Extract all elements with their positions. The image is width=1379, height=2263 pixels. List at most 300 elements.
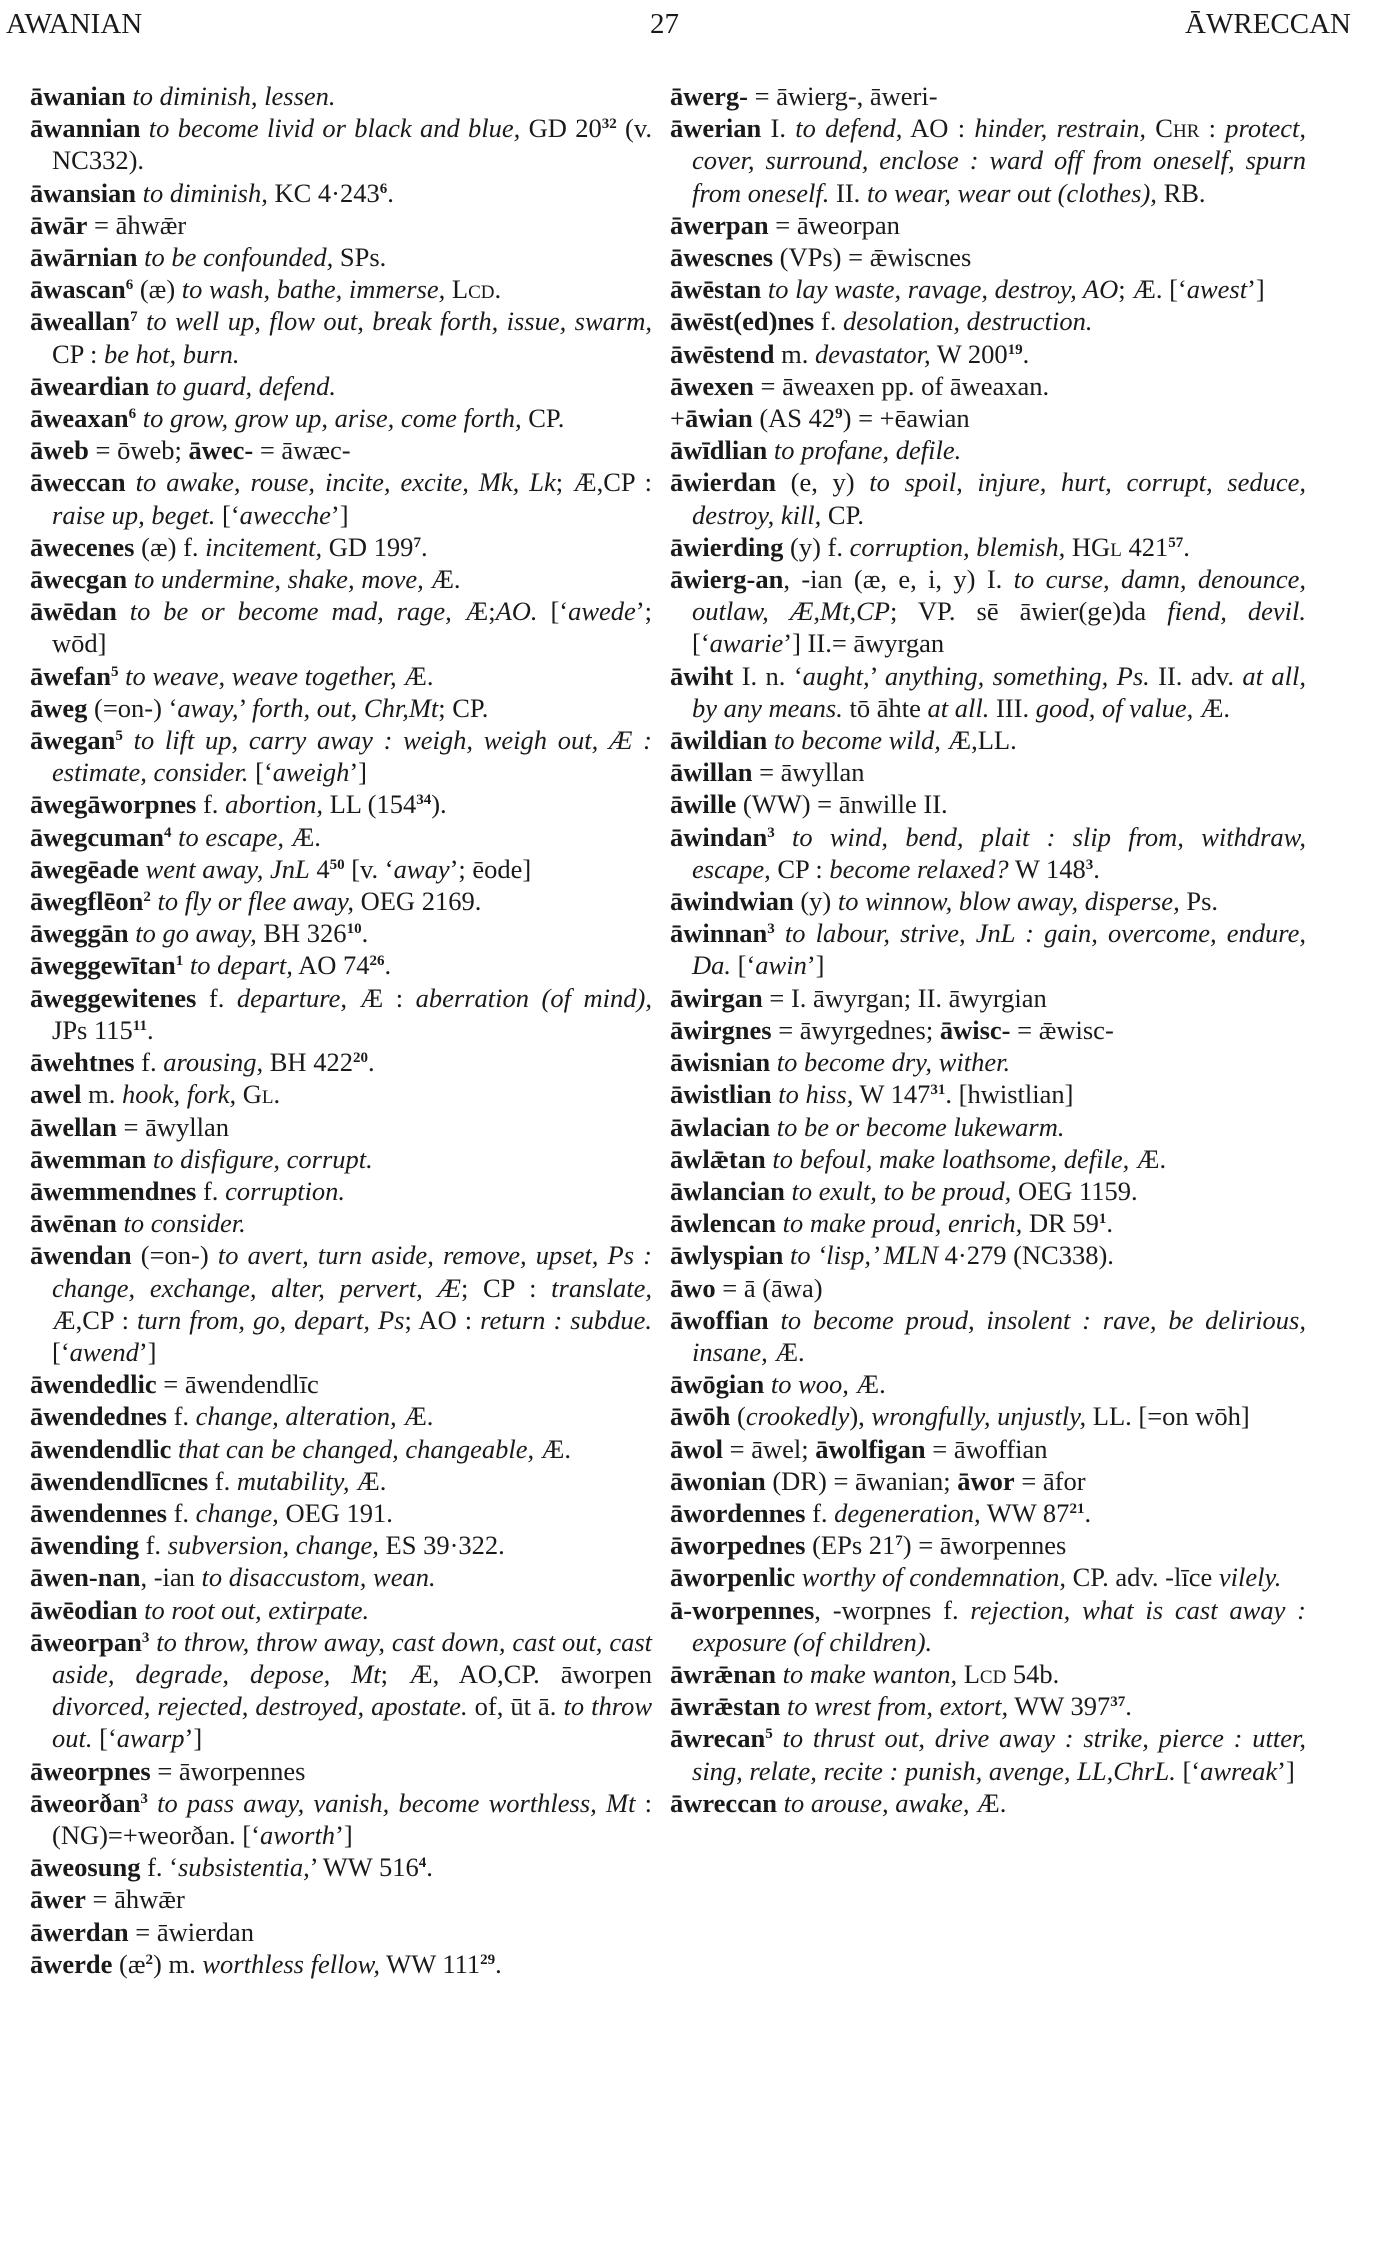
entry-text: JPs 115 — [52, 1014, 133, 1045]
definition-text: to depart, — [189, 950, 293, 981]
superscript: 4 — [418, 1855, 427, 1872]
dictionary-entry — [670, 1529, 1306, 1561]
headword: āwerdan — [30, 1916, 129, 1947]
dictionary-entry — [670, 531, 1306, 563]
dictionary-entry — [670, 1368, 1306, 1400]
definition-text: to go away, — [135, 918, 257, 949]
definition-text: return : subdue. — [480, 1304, 652, 1335]
definition-text: to pass away, vanish, become worthless, Mt — [157, 1787, 636, 1818]
definition-text: to become dry, wither. — [776, 1047, 1011, 1078]
entry-text — [126, 467, 136, 497]
entry-text: Æ. — [284, 821, 321, 852]
headword: āwecgan — [30, 564, 128, 595]
entry-text: f. — [196, 1175, 226, 1206]
entry-text: [‘ — [215, 499, 240, 530]
superscript: 10 — [346, 921, 362, 938]
superscript: 19 — [1007, 341, 1023, 358]
entry-text: ). — [431, 789, 447, 820]
entry-text: . — [495, 1948, 502, 1979]
definition-text: away, — [177, 692, 239, 723]
entry-text: = āweorpan — [768, 209, 900, 240]
headword: āweggewītan — [30, 950, 176, 981]
superscript: 5 — [765, 1726, 773, 1743]
dictionary-entry — [30, 1143, 652, 1175]
dictionary-entry — [30, 1755, 652, 1787]
definition-text: corruption, blemish, — [849, 531, 1066, 562]
entry-text: f. — [166, 1497, 196, 1528]
definition-text: to be or become mad, rage, — [129, 596, 452, 627]
definition-text: translate, — [551, 1272, 652, 1303]
entry-text: (AS 42 — [752, 403, 836, 434]
entry-text: = āwyllan — [116, 1111, 229, 1142]
entry-text — [146, 1144, 153, 1174]
dictionary-entry — [30, 917, 652, 949]
entry-text: W 148 — [1008, 853, 1086, 884]
dictionary-entry — [670, 402, 1306, 434]
entry-text: GD 199 — [322, 531, 414, 562]
dictionary-entry — [30, 1594, 652, 1626]
entry-text: (y) — [793, 886, 838, 917]
dictionary-entry — [30, 821, 652, 853]
entry-text — [776, 1208, 783, 1238]
entry-text: ’; wōd] — [52, 596, 652, 659]
entry-text: [‘ — [248, 757, 273, 788]
entry-text: ) m. — [153, 1948, 203, 1979]
definition-text: to disfigure, corrupt. — [152, 1143, 373, 1174]
entry-text: ( — [730, 1401, 746, 1432]
entry-text: L — [445, 274, 469, 305]
entry-text: GD 20 — [520, 113, 602, 144]
headword: āwerde — [30, 1948, 113, 1979]
dictionary-entry — [670, 1497, 1306, 1529]
headword: āwendan — [30, 1240, 132, 1271]
dictionary-entry — [30, 1465, 652, 1497]
definition-text: to awake, rouse, incite, excite, Mk, Lk — [135, 467, 556, 498]
entry-text — [775, 918, 785, 948]
entry-text: ; AO : — [404, 1304, 481, 1335]
entry-text: CP. adv. -līce — [1066, 1562, 1219, 1593]
definition-text: to make wanton, — [782, 1658, 958, 1689]
superscript: 9 — [835, 406, 843, 423]
entry-text: = āwierdan — [128, 1916, 254, 1947]
entry-text: = āwel; — [723, 1433, 816, 1464]
entry-text: . — [1084, 1497, 1092, 1528]
definition-text: aweigh — [272, 757, 350, 788]
headword: āwindwian — [670, 886, 794, 917]
entry-text: (=on-) — [131, 1240, 218, 1271]
entry-text: : — [1199, 113, 1226, 144]
headword: āwistlian — [670, 1079, 772, 1110]
dictionary-entry — [670, 885, 1306, 917]
superscript: 6 — [125, 277, 134, 294]
superscript: 3 — [140, 1790, 148, 1807]
dictionary-entry — [670, 1722, 1306, 1786]
dictionary-entry — [30, 177, 652, 209]
definition-text: change, — [195, 1497, 279, 1528]
dictionary-entry — [670, 1561, 1306, 1593]
definition-text: to diminish, — [142, 177, 268, 208]
entry-text — [136, 178, 143, 208]
dictionary-entry — [30, 273, 652, 305]
entry-text: = āwyrgednes; — [771, 1014, 940, 1045]
headword: āwendedlic — [30, 1369, 157, 1400]
headword: āweccan — [30, 467, 126, 498]
entry-text: Æ. — [349, 1465, 387, 1496]
superscript: 34 — [416, 792, 432, 809]
source-abbreviation: cd — [979, 1658, 1007, 1689]
dictionary-entry — [30, 595, 652, 659]
definition-text: to spoil, injure, hurt, corrupt, seduce, destroy, kill, — [692, 467, 1306, 530]
dictionary-entry — [30, 1787, 652, 1851]
entry-text: . — [494, 274, 502, 305]
headword: āweggewitenes — [30, 982, 197, 1013]
headword: āwirgan — [670, 982, 763, 1013]
headword: āweggān — [30, 918, 129, 949]
entry-text: ’] — [806, 950, 825, 981]
entry-text: II. — [829, 177, 867, 208]
headword: āwlacian — [670, 1111, 771, 1142]
headword: āworpednes — [670, 1530, 806, 1561]
dictionary-entry — [30, 1078, 652, 1110]
definition-text: to weave, weave together, — [125, 660, 397, 691]
definition-text: mutability, — [236, 1465, 350, 1496]
superscript: 5 — [110, 663, 119, 680]
entry-text — [795, 1562, 802, 1592]
headword: āwōh — [670, 1401, 731, 1432]
entry-text: ’; ēode] — [449, 853, 532, 884]
headword: āwēstan — [670, 274, 762, 305]
headword: āwoffian — [670, 1304, 769, 1335]
definition-text: turn from, go, depart, Ps — [137, 1304, 405, 1335]
definition-text: to consider. — [123, 1208, 246, 1239]
headword: āwen-nan — [30, 1562, 141, 1593]
entry-text: of, ūt ā. — [467, 1691, 564, 1722]
dictionary-entry — [670, 821, 1306, 885]
entry-text: HG — [1065, 531, 1111, 562]
dictionary-entry — [30, 241, 652, 273]
entry-text — [139, 854, 146, 884]
definition-text: subsistentia, — [177, 1852, 310, 1883]
dictionary-entry — [670, 1304, 1306, 1368]
headword: āwlǣtan — [670, 1143, 766, 1174]
dictionary-entry — [30, 1207, 652, 1239]
headword: āwemman — [30, 1143, 147, 1174]
entry-text: f. — [196, 789, 226, 820]
entry-text — [773, 1723, 783, 1753]
definition-text: divorced, rejected, destroyed, apostate. — [52, 1691, 468, 1722]
entry-text: G — [236, 1079, 262, 1110]
definition-text: raise up, beget. — [52, 499, 216, 530]
right-column — [670, 80, 1306, 1819]
headword: āwindan — [670, 821, 768, 852]
entry-text: ’ — [238, 692, 252, 723]
headword: āwansian — [30, 177, 137, 208]
headword: āwendendlīcnes — [30, 1465, 209, 1496]
entry-text: ’] II.= āwyrgan — [783, 628, 945, 659]
dictionary-entry — [670, 1014, 1306, 1046]
superscript: 57 — [1168, 534, 1184, 551]
definition-text: to winnow, blow away, disperse, — [837, 886, 1180, 917]
headword: āwer — [30, 1884, 86, 1915]
dictionary-entry — [670, 1143, 1306, 1175]
definition-text: abortion, — [225, 789, 323, 820]
dictionary-entry — [670, 1239, 1306, 1271]
definition-text: become relaxed? — [829, 853, 1009, 884]
headword: āwēnan — [30, 1208, 117, 1239]
headword: āwegflēon — [30, 886, 144, 917]
definition-text: to curse, damn, denounce, outlaw, Æ,Mt,CP — [692, 564, 1306, 627]
source-abbreviation: cd — [468, 274, 495, 305]
entry-text: CP : — [52, 338, 105, 369]
entry-text: ), — [849, 1401, 872, 1432]
superscript: 2 — [143, 889, 151, 906]
definition-text: to disaccustom, wean. — [201, 1562, 436, 1593]
entry-text: = āfor — [1014, 1465, 1086, 1496]
dictionary-entry — [670, 1111, 1306, 1143]
entry-text: Æ : — [347, 982, 416, 1013]
definition-text: to thrust out, drive away : strike, pierce : utter, sing, relate, recite : punish, avenge, LL,ChrL. — [692, 1723, 1307, 1786]
entry-text: , -ian — [140, 1562, 202, 1593]
entry-text: III. — [989, 692, 1036, 723]
definition-text: to exult, to be proud, — [791, 1175, 1012, 1206]
dictionary-entry — [670, 1400, 1306, 1432]
definition-text: corruption. — [225, 1175, 346, 1206]
headword: āwescnes — [670, 242, 774, 273]
entry-text — [183, 950, 190, 980]
entry-text: = āhwǣr — [87, 209, 187, 240]
dictionary-entry — [670, 1175, 1306, 1207]
definition-text: to ‘lisp,’ MLN — [790, 1240, 939, 1271]
entry-text: f. — [166, 1401, 196, 1432]
entry-text: WW 397 — [1008, 1691, 1111, 1722]
dictionary-entry — [30, 1883, 652, 1915]
definition-text: awin — [755, 950, 807, 981]
entry-text: Æ. — [534, 1433, 571, 1464]
entry-text: LL (154 — [322, 789, 417, 820]
dictionary-entry — [30, 305, 652, 369]
headword: āwefan — [30, 660, 111, 691]
headword: āwegcuman — [30, 821, 164, 852]
headword: āwerg- — [670, 81, 748, 111]
headword: āworpenlic — [670, 1562, 796, 1593]
definition-text: awarp — [116, 1723, 185, 1754]
entry-text — [171, 1434, 178, 1464]
entry-text: OEG 191. — [278, 1497, 393, 1528]
definition-text: forth, out, Chr,Mt — [252, 692, 439, 723]
entry-text: CP : — [770, 853, 830, 884]
entry-text — [770, 1112, 777, 1142]
entry-text: . — [1125, 1691, 1132, 1722]
entry-text: DR 59 — [1022, 1208, 1099, 1239]
definition-text: to throw out. — [52, 1691, 653, 1754]
definition-text: to profane, defile. — [773, 435, 962, 466]
entry-text: f. — [208, 1465, 237, 1496]
entry-text: WW 111 — [380, 1948, 481, 1979]
headword: āwlancian — [670, 1175, 785, 1206]
dictionary-entry — [30, 370, 652, 402]
headword: āwascan — [30, 274, 126, 305]
entry-text: [‘ — [1175, 1755, 1201, 1786]
entry-text: Æ. — [396, 1401, 434, 1432]
definition-text: fiend, devil. — [1167, 596, 1306, 627]
entry-text: WW 87 — [980, 1497, 1070, 1528]
definition-text: incitement, — [205, 531, 323, 562]
dictionary-entry — [30, 885, 652, 917]
entry-text: (æ — [112, 1948, 146, 1979]
definition-text: to wrest from, extort, — [787, 1691, 1009, 1722]
definition-text: desolation, destruction. — [842, 306, 1093, 337]
superscript: 31 — [930, 1082, 946, 1099]
entry-text: BH 326 — [256, 918, 347, 949]
headword: āwian — [684, 403, 753, 434]
dictionary-entry — [670, 756, 1306, 788]
entry-text: = I. āwyrgan; II. āwyrgian — [762, 982, 1047, 1013]
definition-text: awecche — [239, 499, 331, 530]
entry-text: ; Æ. [‘ — [1118, 274, 1187, 305]
dictionary-entry — [30, 1175, 652, 1207]
entry-text — [770, 1047, 777, 1077]
definition-text: away — [393, 853, 450, 884]
headword: āwec- — [188, 435, 254, 466]
dictionary-entry — [670, 338, 1306, 370]
headword: āwillan — [670, 757, 753, 788]
definition-text: arousing, — [163, 1047, 264, 1078]
entry-text — [767, 725, 774, 755]
definition-text: aught, — [802, 660, 870, 691]
definition-text: to root out, extirpate. — [144, 1594, 370, 1625]
entry-text: tō āhte — [842, 692, 928, 723]
definition-text: crookedly — [745, 1401, 850, 1432]
definition-text: to become livid or black and blue, — [148, 113, 521, 144]
definition-text: awede — [568, 596, 636, 627]
definition-text: to be or become lukewarm. — [776, 1111, 1065, 1142]
entry-text: = āwæc- — [253, 435, 351, 466]
superscript: 11 — [132, 1017, 147, 1034]
dictionary-entry — [30, 982, 652, 1046]
dictionary-entry — [30, 1851, 652, 1883]
entry-text: OEG 2169. — [353, 886, 482, 917]
headword: āwēodian — [30, 1594, 138, 1625]
definition-text: aberration (of mind), — [415, 982, 652, 1013]
dictionary-entry — [670, 80, 1306, 112]
entry-text — [777, 1788, 784, 1818]
superscript: 1 — [1098, 1211, 1107, 1228]
entry-text: ; Æ, AO,CP. āworpen — [380, 1658, 652, 1689]
entry-text: (DR) = āwanian; — [765, 1465, 958, 1496]
headword: āwisc- — [939, 1014, 1011, 1045]
superscript: 21 — [1069, 1500, 1085, 1517]
entry-text — [138, 306, 146, 336]
entry-text: ’ — [869, 660, 885, 691]
entry-text: ’] — [138, 1336, 157, 1367]
headword: āwendendlic — [30, 1433, 172, 1464]
entry-text: BH 422 — [263, 1047, 353, 1078]
entry-text: . — [1093, 853, 1100, 884]
definition-text: to make proud, enrich, — [782, 1208, 1023, 1239]
definition-text: at all, by any means. — [692, 660, 1306, 723]
headword: awel — [30, 1079, 82, 1110]
entry-text: . — [146, 1014, 154, 1045]
superscript: 7 — [130, 309, 138, 326]
source-abbreviation: l — [1110, 531, 1122, 562]
definition-text: to grow, grow up, arise, come forth, — [142, 403, 522, 434]
definition-text: anything, something, Ps. — [884, 660, 1150, 691]
superscript: 26 — [369, 953, 385, 970]
entry-text: f. — [196, 982, 237, 1013]
definition-text: to throw, throw away, cast down, cast out, cast aside, degrade, depose, Mt — [52, 1626, 652, 1689]
definition-text: to woo, — [770, 1369, 849, 1400]
definition-text: to lift up, carry away : weigh, weigh out, Æ : estimate, consider. — [52, 725, 653, 788]
superscript: 3 — [767, 824, 775, 841]
dictionary-entry — [30, 1497, 652, 1529]
headword: āweorpnes — [30, 1755, 151, 1786]
entry-text: = āwierg-, āweri- — [748, 81, 938, 111]
entry-text: ; Æ,CP : — [555, 467, 653, 498]
entry-text: AO : — [902, 113, 975, 144]
dictionary-entry — [670, 1078, 1306, 1110]
definition-text: worthless fellow, — [202, 1948, 381, 1979]
entry-text: (y) f. — [783, 531, 850, 562]
entry-text: RB. — [1156, 177, 1206, 208]
entry-text: f. — [138, 1530, 168, 1561]
entry-text: ES 39·322. — [378, 1530, 505, 1561]
entry-text: L — [957, 1658, 980, 1689]
dictionary-entry — [670, 1433, 1306, 1465]
entry-text: = āweaxen pp. of āweaxan. — [753, 370, 1050, 401]
definition-text: to avert, turn aside, remove, upset, Ps : change, exchange, alter, pervert, Æ — [52, 1240, 652, 1303]
entry-text — [767, 435, 774, 465]
dictionary-entry — [670, 209, 1306, 241]
headword: āwrǣnan — [670, 1658, 777, 1689]
headword: āwierdan — [670, 467, 776, 498]
entry-text: W 147 — [853, 1079, 931, 1110]
entry-text: = ōweb; — [88, 435, 189, 466]
superscript: 2 — [145, 1951, 154, 1968]
superscript: 29 — [480, 1951, 496, 1968]
entry-text: (æ) — [133, 274, 182, 305]
headword: āwille — [670, 789, 737, 820]
entry-text: . — [420, 531, 428, 562]
dictionary-entry — [30, 1948, 652, 1980]
dictionary-entry — [670, 1594, 1306, 1658]
definition-text: awest — [1186, 274, 1248, 305]
superscript: 3 — [141, 1629, 150, 1646]
entry-text: f. — [805, 1497, 835, 1528]
headword: āwrecan — [670, 1723, 766, 1754]
dictionary-entry — [670, 917, 1306, 981]
entry-text: : (NG)=+weorðan. [‘ — [52, 1787, 652, 1850]
entry-text: [‘ — [731, 950, 756, 981]
dictionary-entry — [30, 1916, 652, 1948]
source-abbreviation: l — [261, 1079, 274, 1110]
dictionary-entry — [670, 1690, 1306, 1722]
headword: āweaxan — [30, 403, 129, 434]
entry-text: = āwyllan — [752, 757, 865, 788]
entry-text: . — [273, 1079, 281, 1110]
headword: āweosung — [30, 1852, 141, 1883]
entry-text: Æ. — [1129, 1143, 1167, 1174]
dictionary-entry — [30, 1111, 652, 1143]
dictionary-entry — [670, 982, 1306, 1014]
entry-text: , -worpnes f. — [814, 1594, 971, 1625]
definition-text: at all. — [927, 692, 990, 723]
entry-text: Ps. — [1179, 886, 1219, 917]
entry-text: AO 74 — [292, 950, 370, 981]
headword: āwisnian — [670, 1047, 771, 1078]
headword: āwierg-an — [670, 564, 784, 595]
entry-text — [127, 564, 134, 594]
entry-text: Æ. — [396, 660, 434, 691]
